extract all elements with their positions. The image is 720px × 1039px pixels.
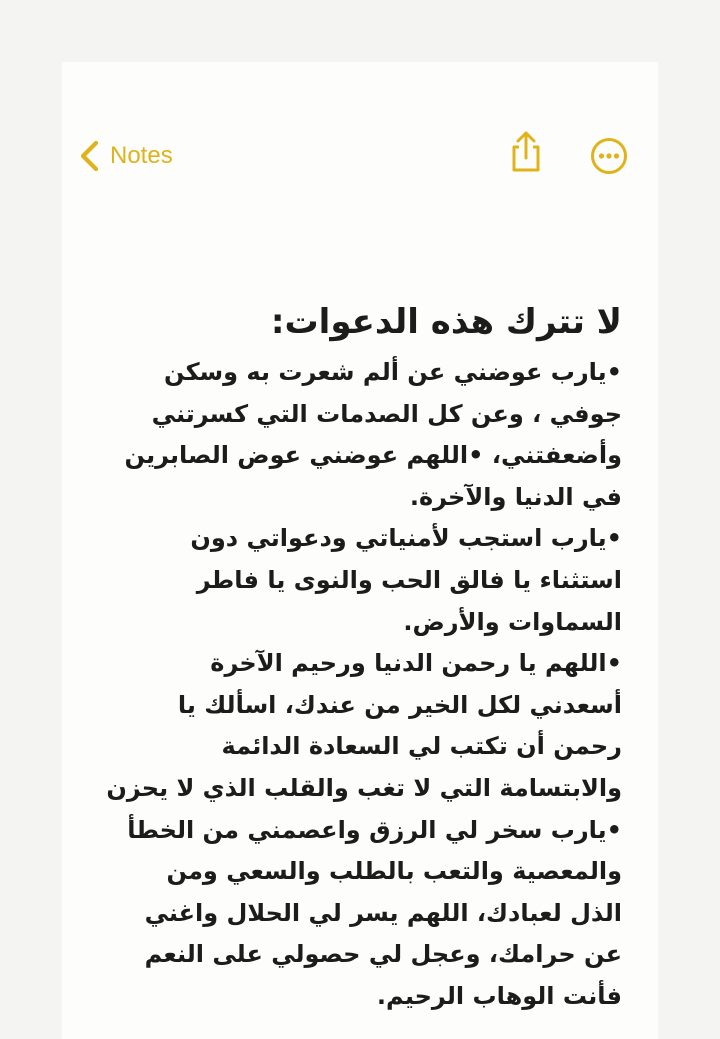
back-label: Notes <box>110 142 173 169</box>
more-button[interactable] <box>589 136 629 176</box>
back-button[interactable] <box>78 136 173 176</box>
note-line: أسعدني لكل الخير من عندك، اسألك يا <box>177 690 622 719</box>
share-button[interactable] <box>506 130 546 174</box>
ellipsis-circle-icon <box>589 136 629 176</box>
note-line: عن حرامك، وعجل لي حصولي على النعم <box>144 940 622 969</box>
note-line: والمعصية والتعب بالطلب والسعي ومن <box>166 857 622 886</box>
note-line: الذل لعبادك، اللهم يسر لي الحلال واغني <box>144 898 622 927</box>
note-line: •اللهم يا رحمن الدنيا ورحيم الآخرة <box>210 649 622 678</box>
note-line: في الدنيا والآخرة. <box>409 482 622 511</box>
note-line: فأنت الوهاب الرحيم. <box>376 981 622 1010</box>
note-card <box>62 62 658 1039</box>
note-line: •يارب سخر لي الرزق واعصمني من الخطأ <box>127 815 622 844</box>
share-icon <box>506 130 546 174</box>
note-line: وأضعفتني، •اللهم عوضني عوض الصابرين <box>124 441 622 470</box>
note-line: جوفي ، وعن كل الصدمات التي كسرتني <box>151 399 622 428</box>
note-title: لا تترك هذه الدعوات: <box>270 302 622 342</box>
note-line: رحمن أن تكتب لي السعادة الدائمة <box>221 732 622 761</box>
note-line: •يارب استجب لأمنياتي ودعواتي دون <box>190 524 622 553</box>
note-line: والابتسامة التي لا تغب والقلب الذي لا يحزن <box>106 773 622 802</box>
note-line: •يارب عوضني عن ألم شعرت به وسكن <box>163 358 622 386</box>
chevron-left-icon <box>78 138 102 174</box>
note-line: استثناء يا فالق الحب والنوى يا فاطر <box>196 565 622 594</box>
note-body[interactable] <box>102 294 622 1018</box>
note-line: السماوات والأرض. <box>403 607 622 636</box>
navigation-bar <box>62 62 658 252</box>
